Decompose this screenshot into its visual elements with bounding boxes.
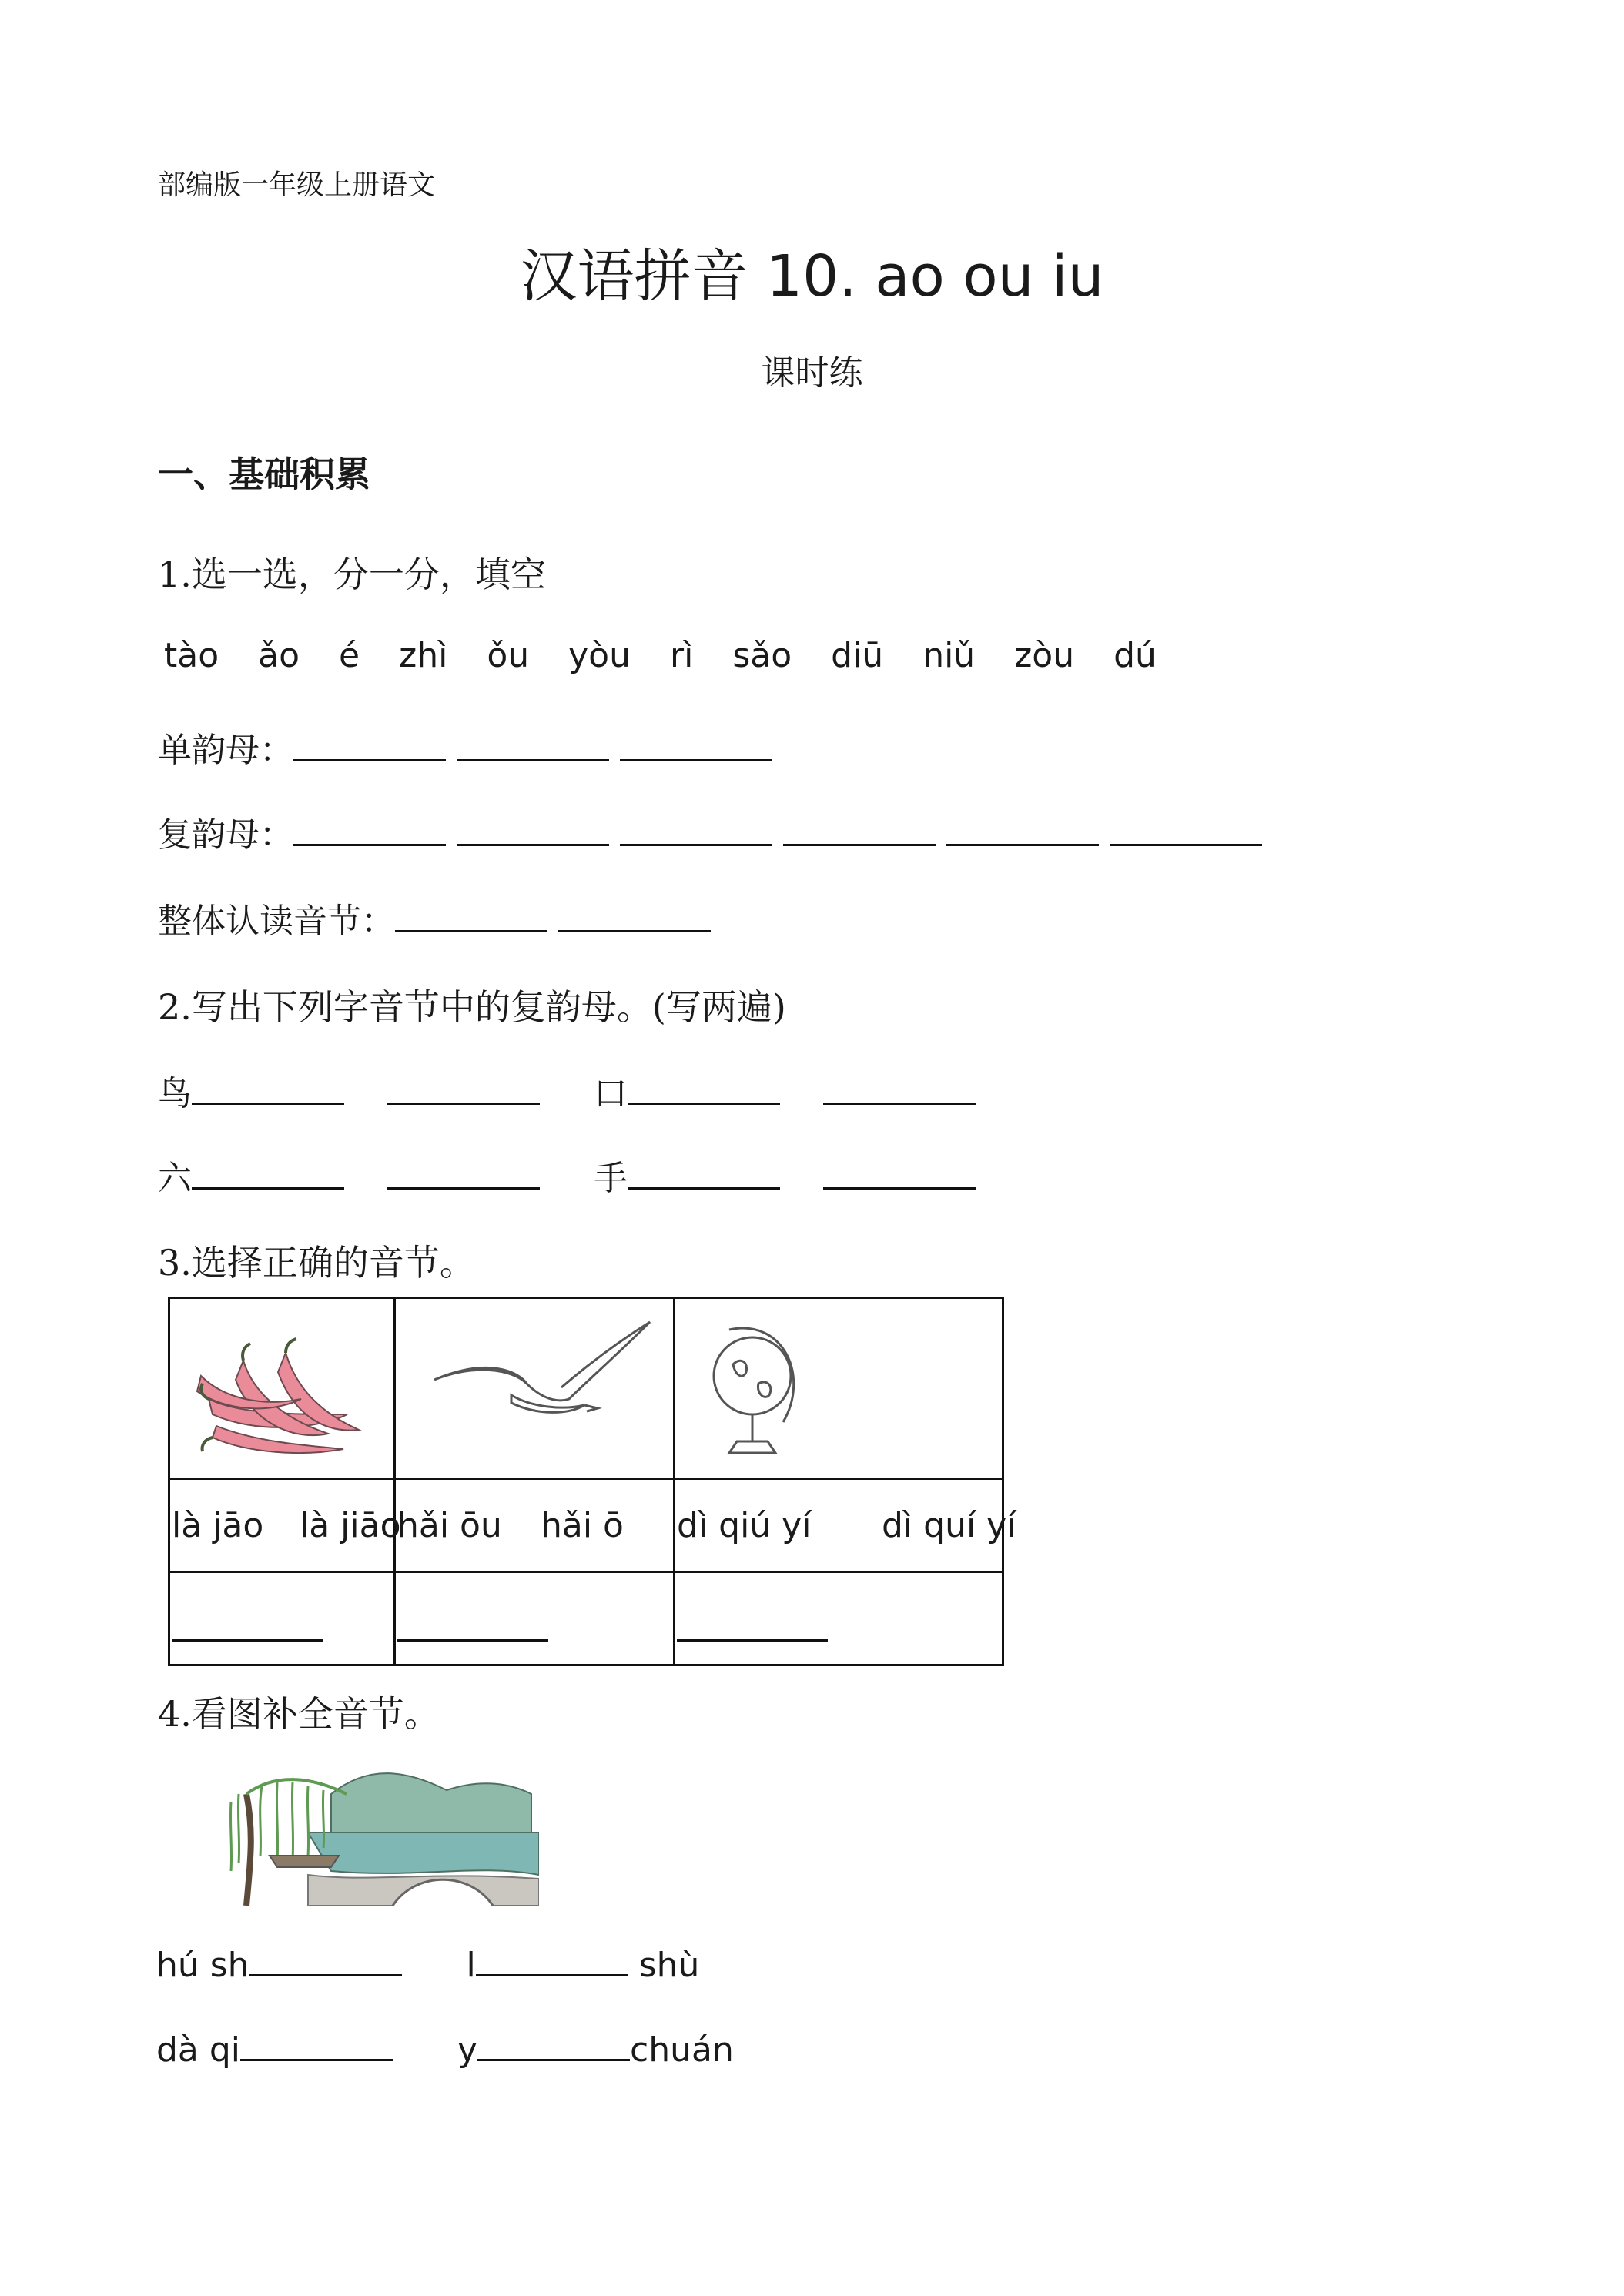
- answer-blank[interactable]: [620, 810, 772, 846]
- section-title: 一、基础积累: [158, 454, 370, 495]
- syllable: ǎo: [258, 636, 300, 675]
- syllable: sǎo: [732, 636, 792, 675]
- lake-scene-illustration: [216, 1748, 539, 1906]
- answer-blank[interactable]: [249, 1940, 402, 1976]
- option-a[interactable]: hǎi ōu: [397, 1506, 502, 1545]
- syllable: tào: [164, 636, 219, 675]
- answer-cell[interactable]: [169, 1572, 395, 1665]
- syllable: zòu: [1014, 636, 1075, 675]
- option-cell: [169, 1479, 401, 1572]
- char-label: 六: [158, 1159, 192, 1198]
- answer-blank[interactable]: [240, 2025, 393, 2061]
- option-b[interactable]: hǎi ō: [541, 1506, 624, 1545]
- q2-row-2: [158, 1150, 976, 1200]
- answer-blank[interactable]: [628, 1069, 780, 1105]
- answer-blank[interactable]: [823, 1069, 976, 1105]
- answer-blank[interactable]: [783, 810, 936, 846]
- seagull-icon: [396, 1299, 673, 1474]
- answer-blank[interactable]: [457, 725, 609, 761]
- syllable: ǒu: [487, 636, 530, 675]
- syllable: rì: [670, 636, 694, 675]
- q4-prompt: 4.看图补全音节。: [158, 1693, 440, 1735]
- option-a[interactable]: là jāo: [172, 1506, 264, 1545]
- syllable: diū: [831, 636, 884, 675]
- q3-prompt: 3.选择正确的音节。: [158, 1242, 475, 1284]
- answer-blank[interactable]: [192, 1069, 344, 1105]
- q1-row-compound-finals: [158, 807, 1262, 856]
- option-b[interactable]: dì quí yí: [882, 1506, 1016, 1545]
- q1-prompt: 1.选一选，分一分，填空: [158, 554, 546, 595]
- syllable: niǔ: [922, 636, 976, 675]
- pic-cell: [675, 1298, 1003, 1479]
- answer-blank[interactable]: [677, 1639, 828, 1642]
- suffix-text: chuán: [630, 2030, 734, 2070]
- option-cell: [395, 1479, 675, 1572]
- answer-blank[interactable]: [395, 896, 547, 932]
- q2-row-1: [158, 1066, 976, 1115]
- pic-cell: [395, 1298, 675, 1479]
- answer-blank[interactable]: [476, 1940, 628, 1976]
- row-label: 复韵母：: [158, 815, 293, 855]
- q3-choice-table: [168, 1297, 1016, 1666]
- answer-blank[interactable]: [477, 2025, 630, 2061]
- answer-blank[interactable]: [457, 810, 609, 846]
- q4-line-2: [156, 2025, 734, 2070]
- answer-blank[interactable]: [558, 896, 711, 932]
- q1-row-whole-syllables: [158, 893, 711, 942]
- syllable: é: [339, 636, 360, 675]
- answer-blank[interactable]: [1110, 810, 1262, 846]
- char-label: 手: [593, 1159, 628, 1198]
- page-subtitle: 课时练: [761, 353, 863, 393]
- answer-blank[interactable]: [172, 1639, 323, 1642]
- q2-prompt: 2.写出下列字音节中的复韵母。(写两遍): [158, 986, 786, 1028]
- answer-blank[interactable]: [387, 1069, 540, 1105]
- answer-blank[interactable]: [293, 725, 446, 761]
- prefix-text: hú sh: [156, 1946, 249, 1985]
- q1-row-single-finals: [158, 722, 772, 771]
- answer-blank[interactable]: [293, 810, 446, 846]
- prefix-text: y: [457, 2030, 478, 2070]
- answer-blank[interactable]: [192, 1153, 344, 1190]
- suffix-text: shù: [638, 1946, 700, 1985]
- syllable: yòu: [568, 636, 631, 675]
- prefix-text: l: [466, 1946, 476, 1985]
- row-label: 整体认读音节：: [158, 902, 395, 941]
- char-label: 鸟: [158, 1074, 192, 1113]
- page-title: 汉语拼音 10. ao ou iu: [520, 243, 1104, 310]
- syllable: zhì: [399, 636, 448, 675]
- chili-pepper-icon: [170, 1299, 393, 1474]
- answer-blank[interactable]: [387, 1153, 540, 1190]
- answer-blank[interactable]: [823, 1153, 976, 1190]
- globe-icon: [675, 1299, 1002, 1474]
- q4-line-1: [156, 1940, 699, 1985]
- answer-blank[interactable]: [946, 810, 1099, 846]
- prefix-text: dà qi: [156, 2030, 241, 2070]
- q1-syllable-list: [164, 636, 1185, 675]
- answer-blank[interactable]: [397, 1639, 548, 1642]
- answer-cell[interactable]: [675, 1572, 1003, 1665]
- answer-cell[interactable]: [395, 1572, 675, 1665]
- option-b[interactable]: là jiāo: [300, 1506, 401, 1545]
- option-cell: [675, 1479, 1016, 1572]
- answer-blank[interactable]: [628, 1153, 780, 1190]
- row-label: 单韵母：: [158, 731, 293, 770]
- syllable: dú: [1113, 636, 1157, 675]
- answer-blank[interactable]: [620, 725, 772, 761]
- pic-cell: [169, 1298, 395, 1479]
- header-note: 部编版一年级上册语文: [158, 169, 436, 201]
- option-a[interactable]: dì qiú yí: [677, 1506, 812, 1545]
- char-label: 口: [593, 1074, 628, 1113]
